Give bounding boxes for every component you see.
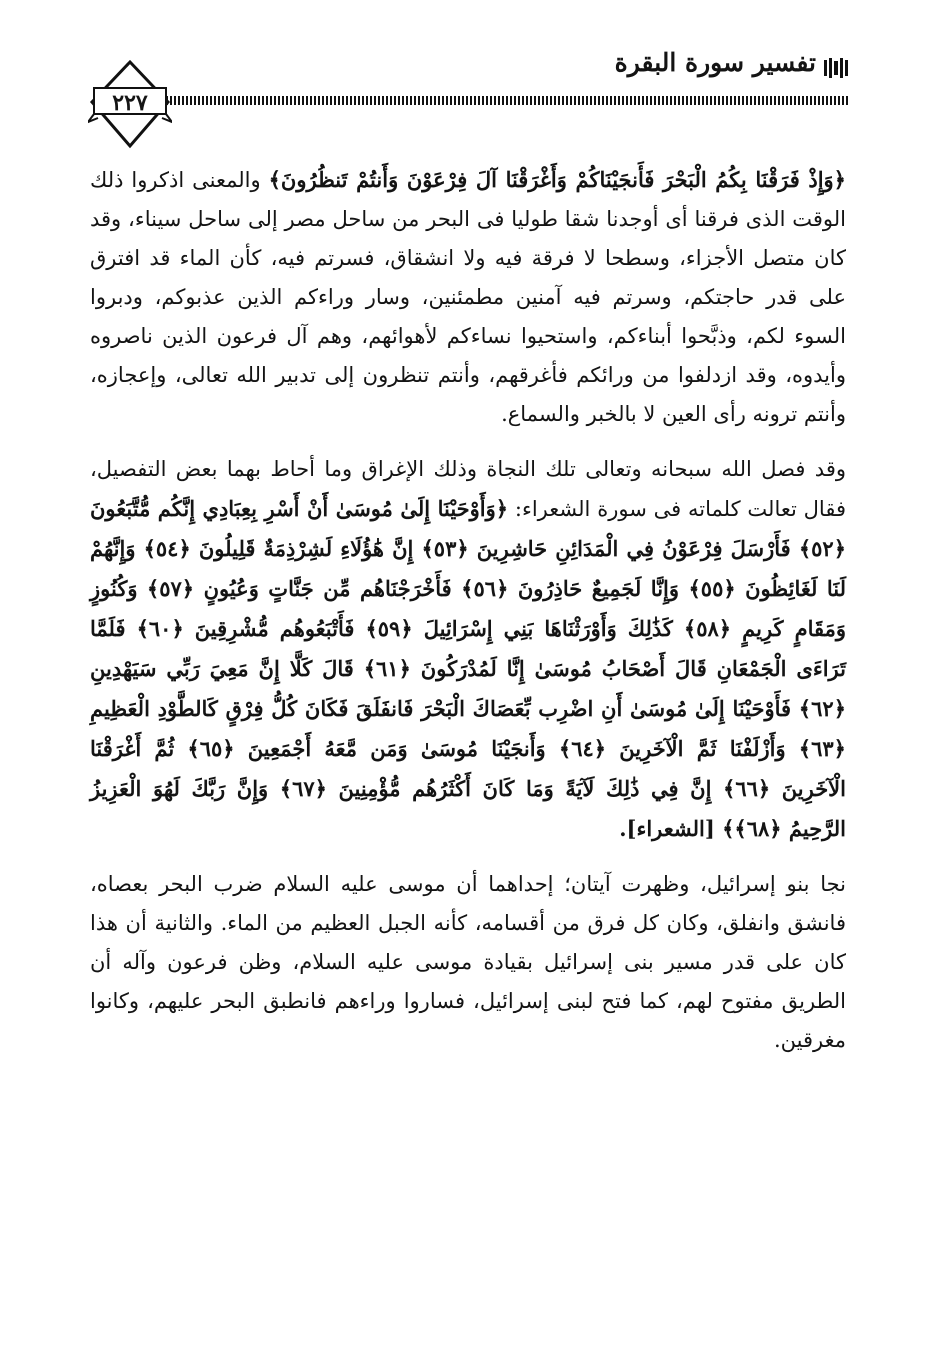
running-title-text: تفسير سورة البقرة [614, 48, 816, 77]
page-number-badge [88, 58, 172, 150]
commentary-text: والمعنى اذكروا ذلك الوقت الذى فرقنا أى أوجدنا شقا طوليا فى البحر من ساحل مصر إلى ساحل سيناء، وقد كان متصل الأجزاء، وسطحا لا فرقة فيه ولا انشقاق، فسرتم فيه، كأن الماء قد افترق على قدر حاجتكم، وسرتم فيه آمنين مطمئنين، وسار وراءكم الذين عذبوكم، ودبروا السوء لكم، وذبَّحوا أبناءكم، واستحيوا نساءكم لأهوائهم، وهم آل فرعون الذين ناصروه وأيدوه، وقد ازدلفوا من ورائكم فأغرقهم، وأنتم تنظرون إلى تدبير الله تعالى، وإعجازه، وأنتم ترونه رأى العين لا بالخبر والسماع. [90, 168, 846, 426]
paragraph-1 [90, 160, 846, 434]
page-body [90, 160, 846, 1076]
commentary-text: وقد فصل الله سبحانه وتعالى تلك النجاة وذلك الإغراق وما أحاط بهما بعض التفصيل، فقال تعالت كلماته فى سورة الشعراء: [90, 457, 846, 521]
page-number: ٢٢٧ [112, 90, 148, 116]
paragraph-2 [90, 450, 846, 849]
page-header [88, 48, 848, 153]
surah-reference: [الشعراء]. [619, 816, 723, 841]
running-title [615, 48, 848, 77]
quran-verse: ﴿وَإِذْ فَرَقْنَا بِكُمُ الْبَحْرَ فَأَنجَيْنَاكُمْ وَأَغْرَقْنَا آلَ فِرْعَوْنَ وَأَنتُمْ تَنظُرُونَ﴾ [268, 167, 846, 192]
ornament-icon [824, 55, 848, 75]
commentary-text: نجا بنو إسرائيل، وظهرت آيتان؛ إحداهما أن موسى عليه السلام ضرب البحر بعصاه، فانشق وانفلق، وكان كل فرق من أقسامه، كأنه الجبل العظيم من الماء. والثانية أن هذا كان على قدر مسير بنى إسرائيل بقيادة موسى عليه السلام، وظن فرعون وآله أن الطريق مفتوح لهم، كما فتح لبنى إسرائيل، فساروا وراءهم فانطبق البحر عليهم، وكانوا مغرقين. [90, 872, 846, 1052]
header-rule [166, 96, 848, 105]
quran-verses: ﴿وَأَوْحَيْنَا إِلَىٰ مُوسَىٰ أَنْ أَسْرِ بِعِبَادِي إِنَّكُم مُّتَّبَعُونَ ﴿٥٢﴾ فَأَرْسَلَ فِرْعَوْنُ فِي الْمَدَائِنِ حَاشِرِينَ ﴿٥٣﴾ إِنَّ هَٰؤُلَاءِ لَشِرْذِمَةٌ قَلِيلُونَ ﴿٥٤﴾ وَإِنَّهُمْ لَنَا لَغَائِظُونَ ﴿٥٥﴾ وَإِنَّا لَجَمِيعٌ حَاذِرُونَ ﴿٥٦﴾ فَأَخْرَجْنَاهُم مِّن جَنَّاتٍ وَعُيُونٍ ﴿٥٧﴾ وَكُنُوزٍ وَمَقَامٍ كَرِيمٍ ﴿٥٨﴾ كَذَٰلِكَ وَأَوْرَثْنَاهَا بَنِي إِسْرَائِيلَ ﴿٥٩﴾ فَأَتْبَعُوهُم مُّشْرِقِينَ ﴿٦٠﴾ فَلَمَّا تَرَاءَى الْجَمْعَانِ قَالَ أَصْحَابُ مُوسَىٰ إِنَّا لَمُدْرَكُونَ ﴿٦١﴾ قَالَ كَلَّا إِنَّ مَعِيَ رَبِّي سَيَهْدِينِ ﴿٦٢﴾ فَأَوْحَيْنَا إِلَىٰ مُوسَىٰ أَنِ اضْرِب بِّعَصَاكَ الْبَحْرَ فَانفَلَقَ فَكَانَ كُلُّ فِرْقٍ كَالطَّوْدِ الْعَظِيمِ ﴿٦٣﴾ وَأَزْلَفْنَا ثَمَّ الْآخَرِينَ ﴿٦٤﴾ وَأَنجَيْنَا مُوسَىٰ وَمَن مَّعَهُ أَجْمَعِينَ ﴿٦٥﴾ ثُمَّ أَغْرَقْنَا الْآخَرِينَ ﴿٦٦﴾ إِنَّ فِي ذَٰلِكَ لَآيَةً وَمَا كَانَ أَكْثَرُهُم مُّؤْمِنِينَ ﴿٦٧﴾ وَإِنَّ رَبَّكَ لَهُوَ الْعَزِيزُ الرَّحِيمُ ﴿٦٨﴾﴾ [90, 496, 847, 841]
paragraph-3 [90, 865, 846, 1060]
